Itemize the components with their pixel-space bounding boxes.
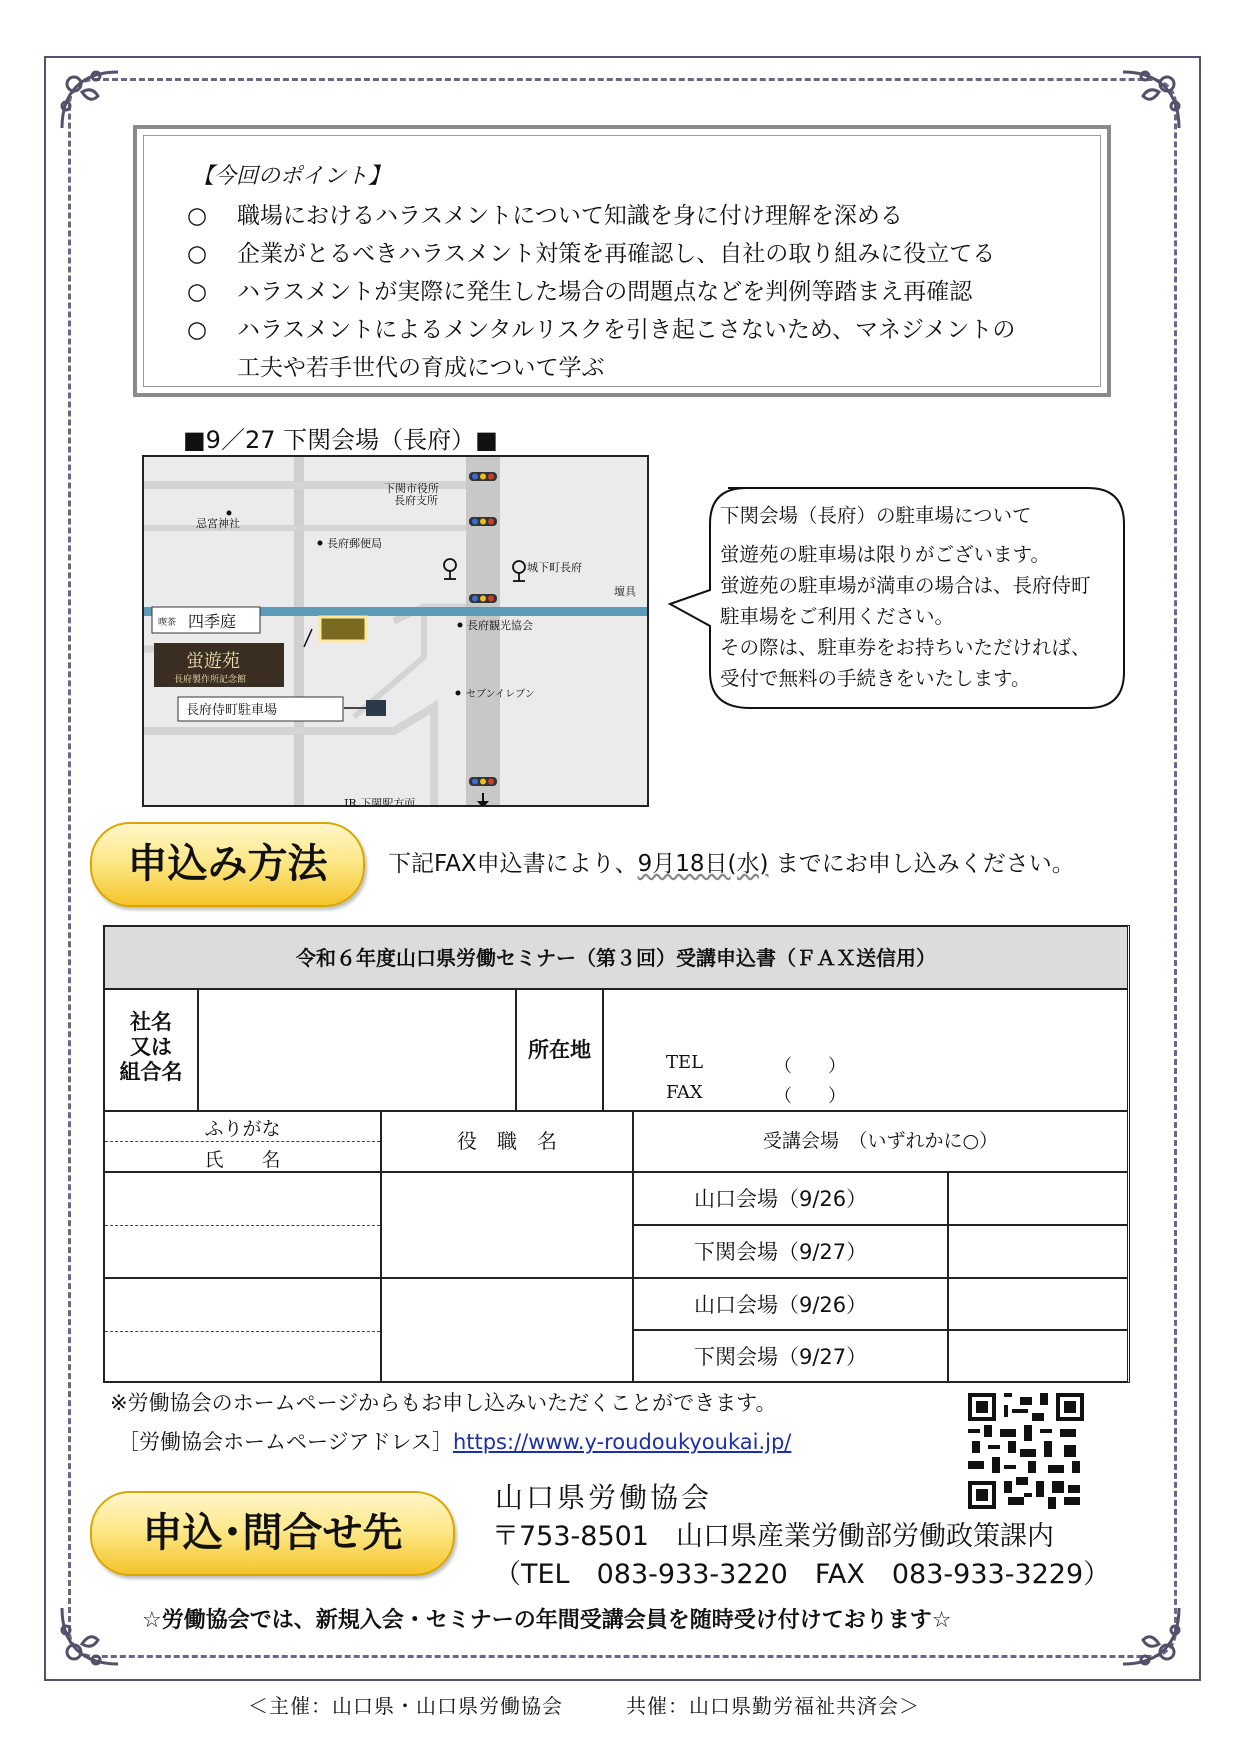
venue-option: 下関会場（9/27） [633, 1330, 948, 1382]
key-point-item: ○ 企業がとるべきハラスメント対策を再確認し、自社の取り組みに役立てる [187, 241, 996, 267]
venue-option: 山口会場（9/26） [633, 1172, 948, 1225]
homepage-link[interactable]: https://www.y-roudoukyoukai.jp/ [452, 1430, 792, 1454]
ornament-icon [52, 1598, 128, 1674]
position-header: 役 職 名 [381, 1111, 633, 1172]
traffic-light-icon [469, 777, 497, 786]
map-label-station: JR 下関駅方面 [344, 797, 416, 809]
company-label: 社名 又は 組合名 [104, 989, 198, 1111]
key-point-item: ○ 職場におけるハラスメントについて知識を身に付け理解を深める [187, 203, 903, 229]
parking-note-title: 下関会場（長府）の駐車場について [720, 504, 1032, 527]
key-points-title: 【今回のポイント】 [192, 164, 391, 189]
venue-check-field[interactable] [948, 1330, 1128, 1382]
venue-option: 下関会場（9/27） [633, 1225, 948, 1278]
ornament-icon [1113, 62, 1189, 138]
apply-deadline: 9月18日(水) [637, 851, 769, 877]
homepage-address: ［労働協会ホームページアドレス］https://www.y-roudoukyoukai.jp/ [118, 1430, 792, 1454]
company-name-field[interactable] [198, 989, 516, 1111]
venue-heading: ■9／27 下関会場（長府）■ [183, 426, 498, 454]
map-label-seven: セブンイレブン [466, 689, 535, 700]
key-point-continuation: 工夫や若手世代の育成について学ぶ [237, 355, 605, 381]
map-label-hotaru-sub: 長府製作所記念館 [174, 675, 247, 685]
fax-label: FAX [666, 1082, 703, 1103]
apply-method-heading: 申込み方法 [90, 822, 365, 907]
map-label-hotaru: 蛍遊苑 [186, 651, 240, 672]
venue-building-marker [320, 617, 366, 641]
map-label-post-office: 長府郵便局 [327, 537, 382, 550]
organizer-footer: ＜主催：山口県・山口県労働協会 共催：山口県勤労福祉共済会＞ [248, 1694, 920, 1718]
application-form [103, 925, 1130, 1383]
position-field[interactable] [381, 1278, 633, 1382]
venue-check-field[interactable] [948, 1278, 1128, 1330]
parking-note-line: 蛍遊苑の駐車場が満車の場合は、長府侍町 [720, 574, 1091, 597]
venue-map [142, 455, 649, 807]
homepage-note: ※労働協会のホームページからもお申し込みいただくことができます。 [110, 1391, 777, 1415]
parking-note-line: その際は、駐車券をお持ちいただければ、 [720, 636, 1091, 659]
name-field[interactable] [104, 1278, 381, 1382]
fax-paren: （ ） [774, 1086, 846, 1107]
organization-name: 山口県労働協会 [495, 1481, 713, 1514]
name-header: ふりがな 氏 名 [104, 1111, 381, 1172]
position-field[interactable] [381, 1172, 633, 1278]
ornament-icon [52, 62, 128, 138]
organization-phone: （TEL 083-933-3220 FAX 083-933-3229） [494, 1559, 1111, 1590]
traffic-light-icon [469, 594, 497, 603]
map-label-shrine: 忌宮神社 [196, 517, 240, 530]
traffic-light-icon [469, 472, 497, 481]
key-points-box [133, 125, 1111, 397]
map-label-parking: 長府侍町駐車場 [186, 703, 278, 718]
venue-check-field[interactable] [948, 1225, 1128, 1278]
parking-marker [366, 700, 386, 716]
venue-header: 受講会場 （いずれかに○） [633, 1111, 1128, 1172]
apply-instructions: 下記FAX申込書により、9月18日(水) までにお申し込みください。 [388, 851, 1075, 877]
parking-note-line: 受付で無料の手続きをいたします。 [720, 667, 1031, 690]
key-point-item: ○ ハラスメントが実際に発生した場合の問題点などを判例等踏まえ再確認 [187, 279, 973, 305]
parking-note-line: 蛍遊苑の駐車場は限りがございます。 [720, 543, 1050, 566]
name-field[interactable] [104, 1172, 381, 1278]
key-point-item: ○ ハラスメントによるメンタルリスクを引き起こさないため、マネジメントの [187, 317, 1016, 343]
membership-note: ☆労働協会では、新規入会・セミナーの年間受講会員を随時受け付けております☆ [142, 1608, 952, 1633]
map-label-cafe: 四季庭 [188, 612, 237, 631]
map-label-dannoura: 壇具 [614, 585, 636, 598]
form-title: 令和６年度山口県労働セミナー（第３回）受講申込書（ＦＡＸ送信用） [104, 926, 1128, 989]
organization-address: 〒753-8501 山口県産業労働部労働政策課内 [492, 1521, 1054, 1552]
venue-option: 山口会場（9/26） [633, 1278, 948, 1330]
venue-check-field[interactable] [948, 1172, 1128, 1225]
traffic-light-icon [469, 517, 497, 526]
address-label: 所在地 [516, 989, 603, 1111]
qr-code-icon [968, 1393, 1084, 1509]
map-label-tourism: 長府観光協会 [467, 619, 533, 632]
parking-note-line: 駐車場をご利用ください。 [720, 605, 955, 628]
address-field[interactable] [603, 989, 1128, 1111]
map-label-city-branch: 長府支所 [394, 494, 438, 507]
map-label-cafe-prefix: 喫茶 [158, 618, 177, 628]
ornament-icon [1113, 1598, 1189, 1674]
map-label-castle-town: 城下町長府 [527, 561, 582, 574]
contact-heading: 申込･問合せ先 [90, 1491, 455, 1576]
map-label-city-office: 下関市役所 [384, 482, 439, 495]
tel-paren: （ ） [774, 1056, 846, 1077]
tel-label: TEL [666, 1052, 704, 1073]
parking-note-balloon [695, 486, 1123, 710]
